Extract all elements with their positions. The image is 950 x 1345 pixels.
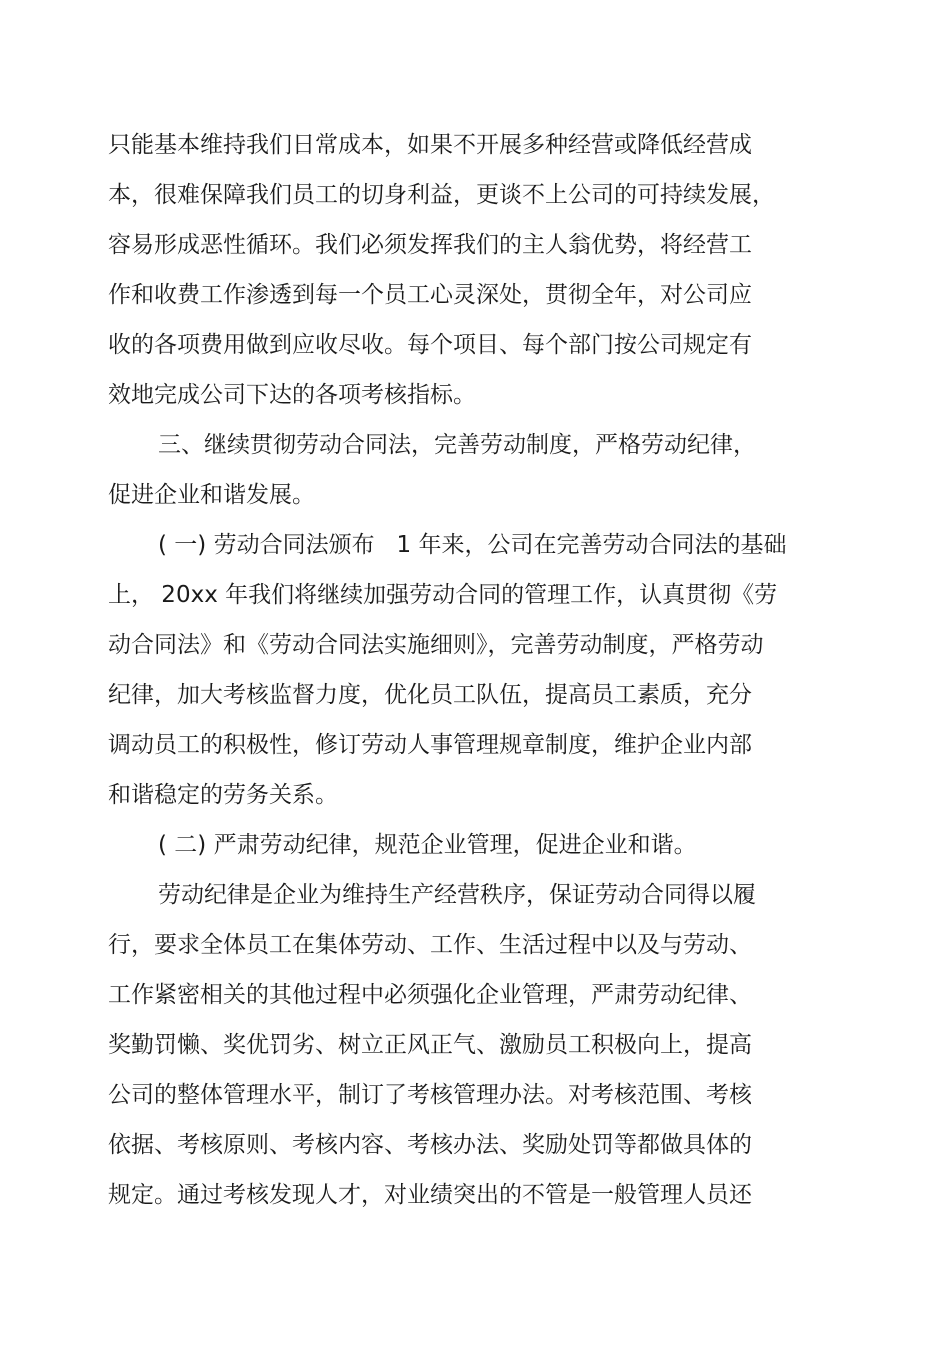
- subsection-two-heading: ( 二) 严肃劳动纪律，规范企业管理，促进企业和谐。: [158, 832, 697, 858]
- text-line: 上， 20xx 年我们将继续加强劳动合同的管理工作，认真贯彻《劳: [108, 582, 778, 608]
- paragraph-start: 劳动纪律是企业为维持生产经营秩序，保证劳动合同得以履: [158, 882, 756, 908]
- text-line: 促进企业和谐发展。: [108, 482, 315, 508]
- section-heading-three: 三、继续贯彻劳动合同法，完善劳动制度，严格劳动纪律，: [158, 432, 756, 458]
- text-line: 容易形成恶性循环。我们必须发挥我们的主人翁优势，将经营工: [108, 232, 752, 258]
- text-line: 行，要求全体员工在集体劳动、工作、生活过程中以及与劳动、: [108, 932, 752, 958]
- text-line: 工作紧密相关的其他过程中必须强化企业管理，严肃劳动纪律、: [108, 982, 752, 1008]
- document-body: [108, 120, 808, 1220]
- text-line: 收的各项费用做到应收尽收。每个项目、每个部门按公司规定有: [108, 332, 752, 358]
- text-line: 纪律，加大考核监督力度，优化员工队伍，提高员工素质，充分: [108, 682, 752, 708]
- text-line: 动合同法》和《劳动合同法实施细则》，完善劳动制度，严格劳动: [108, 632, 764, 658]
- text-line: 调动员工的积极性，修订劳动人事管理规章制度，维护企业内部: [108, 732, 752, 758]
- text-line: 本，很难保障我们员工的切身利益，更谈不上公司的可持续发展，: [108, 182, 775, 208]
- text-line: 只能基本维持我们日常成本，如果不开展多种经营或降低经营成: [108, 132, 752, 158]
- text-line: 公司的整体管理水平，制订了考核管理办法。对考核范围、考核: [108, 1082, 752, 1108]
- text-line: 依据、考核原则、考核内容、考核办法、奖励处罚等都做具体的: [108, 1132, 752, 1158]
- text-line: 奖勤罚懒、奖优罚劣、树立正风正气、激励员工积极向上，提高: [108, 1032, 752, 1058]
- text-line: 作和收费工作渗透到每一个员工心灵深处，贯彻全年，对公司应: [108, 282, 752, 308]
- text-line: 效地完成公司下达的各项考核指标。: [108, 382, 476, 408]
- text-line: 规定。通过考核发现人才，对业绩突出的不管是一般管理人员还: [108, 1182, 752, 1208]
- subsection-one-start: ( 一) 劳动合同法颁布 1 年来，公司在完善劳动合同法的基础: [158, 532, 787, 558]
- text-line: 和谐稳定的劳务关系。: [108, 782, 338, 808]
